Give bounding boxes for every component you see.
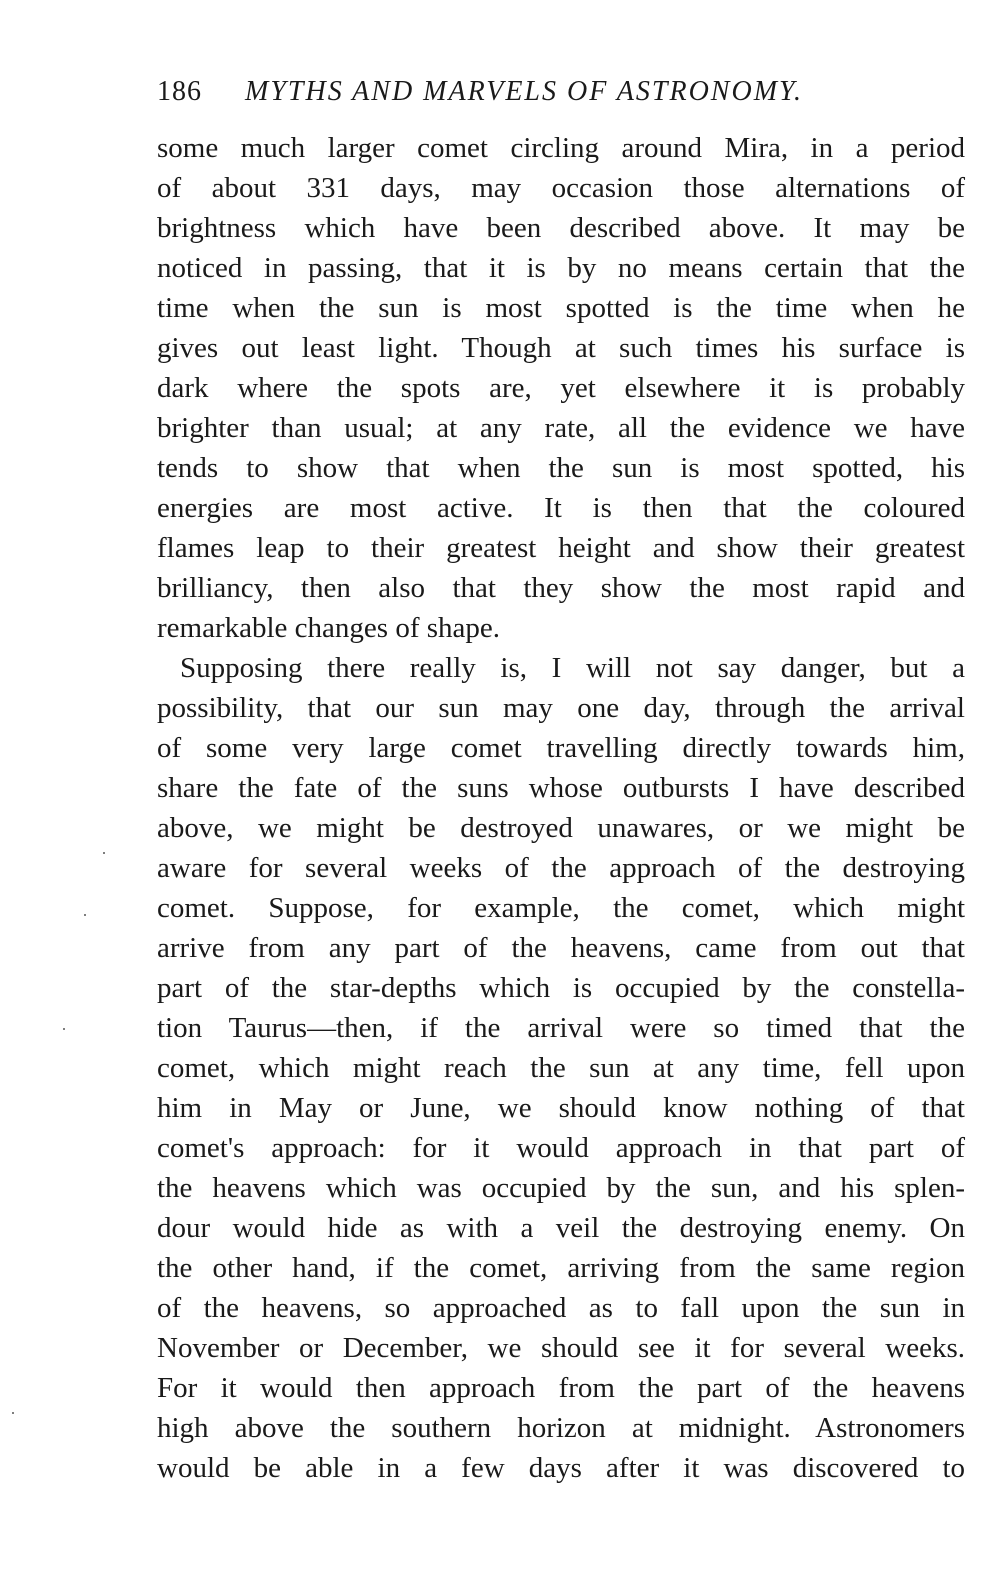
scan-speck [12, 1412, 14, 1414]
scan-speck [103, 852, 105, 854]
text-line: of some very large comet travelling directly towards him, [157, 732, 965, 764]
book-title: MYTHS AND MARVELS OF ASTRONOMY. [245, 76, 804, 107]
running-header [157, 72, 877, 112]
text-line: arrive from any part of the heavens, came from out that [157, 932, 965, 964]
text-line: brilliancy, then also that they show the most rapid and [157, 572, 965, 604]
body-text [157, 128, 965, 1488]
text-line: tends to show that when the sun is most spotted, his [157, 452, 965, 484]
text-line: share the fate of the suns whose outbursts I have described [157, 772, 965, 804]
text-line: brightness which have been described above. It may be [157, 212, 965, 244]
text-line: noticed in passing, that it is by no means certain that the [157, 252, 965, 284]
text-line: November or December, we should see it for several weeks. [157, 1332, 965, 1364]
text-line: gives out least light. Though at such times his surface is [157, 332, 965, 364]
paragraph-2 [157, 648, 965, 1488]
text-line: dark where the spots are, yet elsewhere it is probably [157, 372, 965, 404]
text-line: dour would hide as with a veil the destroying enemy. On [157, 1212, 965, 1244]
text-line: the heavens which was occupied by the sun, and his splen- [157, 1172, 965, 1204]
paragraph-1 [157, 128, 965, 648]
text-line: time when the sun is most spotted is the time when he [157, 292, 965, 324]
text-line: comet. Suppose, for example, the comet, which might [157, 892, 965, 924]
text-line: the other hand, if the comet, arriving from the same region [157, 1252, 965, 1284]
scan-speck [84, 914, 86, 916]
text-line: flames leap to their greatest height and show their greatest [157, 532, 965, 564]
text-line: some much larger comet circling around Mira, in a period [157, 132, 965, 164]
text-line: high above the southern horizon at midnight. Astronomers [157, 1412, 965, 1444]
text-line: comet, which might reach the sun at any time, fell upon [157, 1052, 965, 1084]
text-line: aware for several weeks of the approach of the destroying [157, 852, 965, 884]
text-line: would be able in a few days after it was discovered to [157, 1452, 965, 1484]
text-line: brighter than usual; at any rate, all the evidence we have [157, 412, 965, 444]
text-line: above, we might be destroyed unawares, or we might be [157, 812, 965, 844]
text-line: him in May or June, we should know nothing of that [157, 1092, 965, 1124]
text-line: possibility, that our sun may one day, through the arrival [157, 692, 965, 724]
text-line: remarkable changes of shape. [157, 612, 501, 644]
text-line: comet's approach: for it would approach in that part of [157, 1132, 965, 1164]
text-line: Supposing there really is, I will not say danger, but a [180, 652, 965, 684]
text-line: energies are most active. It is then that the coloured [157, 492, 965, 524]
text-line: of the heavens, so approached as to fall upon the sun in [157, 1292, 965, 1324]
text-line: tion Taurus—then, if the arrival were so timed that the [157, 1012, 965, 1044]
text-line: of about 331 days, may occasion those alternations of [157, 172, 965, 204]
scan-speck [63, 1028, 65, 1030]
page-number: 186 [157, 76, 202, 107]
text-line: part of the star-depths which is occupied by the constella- [157, 972, 965, 1004]
text-line: For it would then approach from the part of the heavens [157, 1372, 965, 1404]
